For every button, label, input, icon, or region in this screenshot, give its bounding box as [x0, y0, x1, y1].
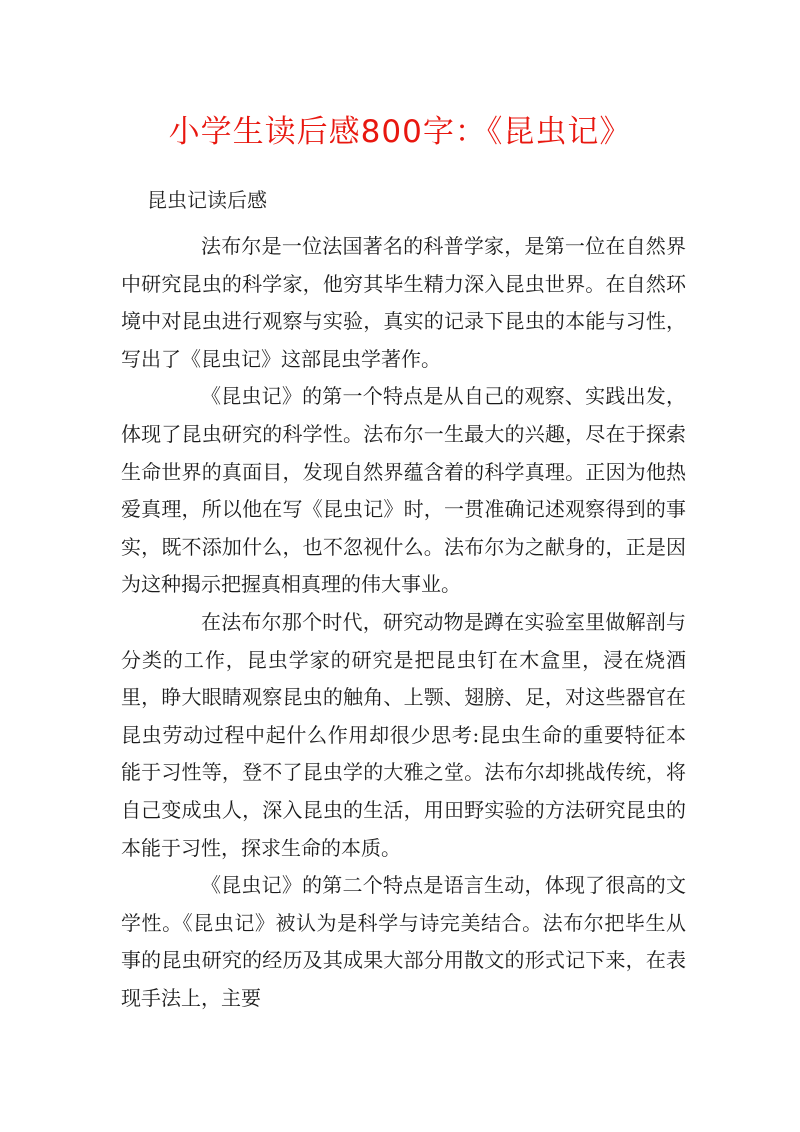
paragraph: 《昆虫记》的第一个特点是从自己的观察、实践出发，体现了昆虫研究的科学性。法布尔一生最大的兴趣，尽在于探索生命世界的真面目，发现自然界蕴含着的科学真理。正因为他热爱真理，所以他在写《昆虫记》时，一贯准确记述观察得到的事实，既不添加什么，也不忽视什么。法布尔为之献身的，正是因为这种揭示把握真相真理的伟大事业。 [121, 384, 686, 597]
document-subtitle: 昆虫记读后感 [147, 188, 267, 212]
paragraph: 《昆虫记》的第二个特点是语言生动，体现了很高的文学性。《昆虫记》被认为是科学与诗完美结合。法布尔把毕生从事的昆虫研究的经历及其成果大部分用散文的形式记下来，在表现手法上，主要 [121, 873, 686, 1010]
document-body [121, 228, 686, 1017]
paragraph: 在法布尔那个时代，研究动物是蹲在实验室里做解剖与分类的工作，昆虫学家的研究是把昆虫钉在木盒里，浸在烧酒里，睁大眼睛观察昆虫的触角、上颚、翅膀、足，对这些器官在昆虫劳动过程中起什么作用却很少思考:昆虫生命的重要特征本能于习性等，登不了昆虫学的大雅之堂。法布尔却挑战传统，将自己变成虫人，深入昆虫的生活，用田野实验的方法研究昆虫的本能于习性，探求生命的本质。 [121, 609, 686, 860]
paragraph: 法布尔是一位法国著名的科普学家，是第一位在自然界中研究昆虫的科学家，他穷其毕生精力深入昆虫世界。在自然环境中对昆虫进行观察与实验，真实的记录下昆虫的本能与习性，写出了《昆虫记》这部昆虫学著作。 [121, 234, 686, 371]
document-title: 小学生读后感800字：《昆虫记》 [168, 114, 632, 150]
